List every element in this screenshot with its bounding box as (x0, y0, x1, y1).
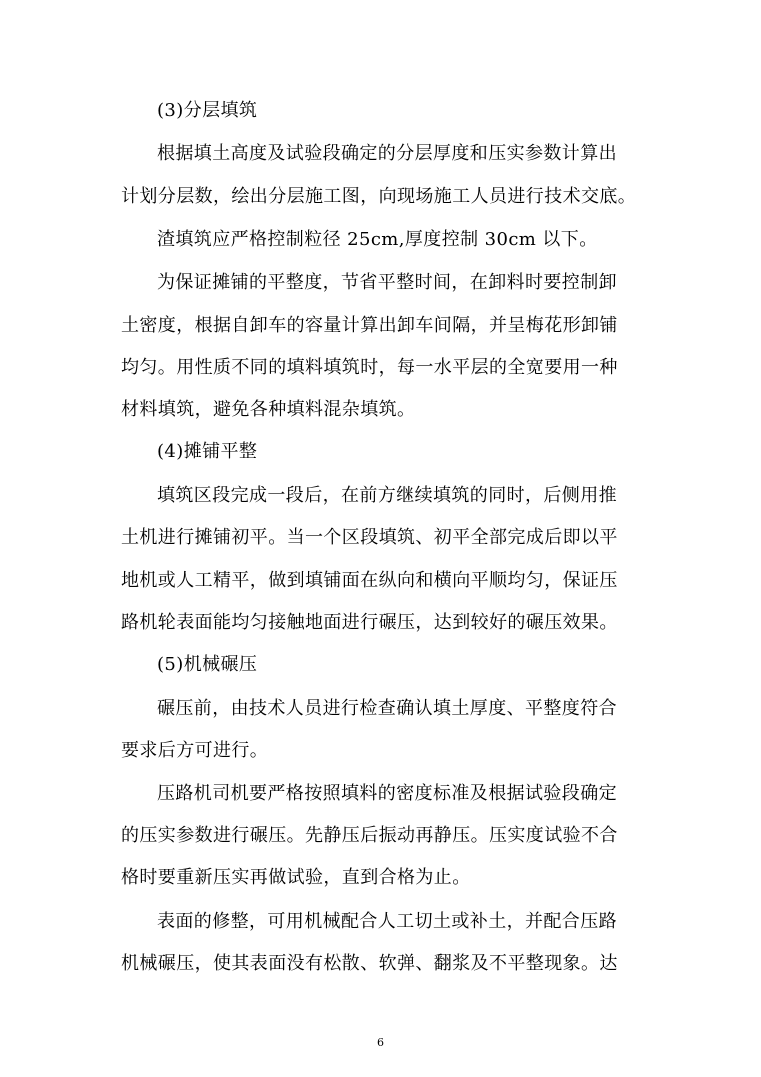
paragraph-line: 计划分层数，绘出分层施工图，向现场施工人员进行技术交底。 (121, 186, 637, 207)
paragraph-line: 的压实参数进行碾压。先静压后振动再静压。压实度试验不合 (121, 825, 618, 846)
paragraph-line: 根据填土高度及试验段确定的分层厚度和压实参数计算出 (157, 143, 617, 164)
paragraph-line: 均匀。用性质不同的填料填筑时，每一水平层的全宽要用一种 (121, 357, 618, 378)
heading-4-spreading-leveling: (4)摊铺平整 (157, 441, 258, 462)
paragraph-line: 机械碾压，使其表面没有松散、软弹、翻浆及不平整现象。达 (121, 953, 618, 974)
paragraph-line: 土密度，根据自卸车的容量计算出卸车间隔，并呈梅花形卸铺 (121, 315, 618, 336)
heading-5-mechanical-rolling: (5)机械碾压 (157, 654, 258, 675)
paragraph-line: 填筑区段完成一段后，在前方继续填筑的同时，后侧用推 (157, 485, 617, 506)
paragraph-line: 压路机司机要严格按照填料的密度标准及根据试验段确定 (157, 783, 617, 804)
heading-3-layered-filling: (3)分层填筑 (157, 100, 258, 121)
paragraph-line: 为保证摊铺的平整度，节省平整时间，在卸料时要控制卸 (157, 272, 617, 293)
paragraph-line: 碾压前，由技术人员进行检查确认填土厚度、平整度符合 (157, 698, 617, 719)
paragraph-line: 格时要重新压实再做试验，直到合格为止。 (121, 867, 471, 888)
page-number: 6 (377, 1036, 384, 1049)
paragraph-line: 要求后方可进行。 (121, 740, 269, 761)
paragraph-line: 表面的修整，可用机械配合人工切土或补土，并配合压路 (157, 911, 617, 932)
paragraph-line: 材料填筑，避免各种填料混杂填筑。 (121, 399, 416, 420)
paragraph-line: 地机或人工精平，做到填铺面在纵向和横向平顺均匀，保证压 (121, 570, 618, 591)
paragraph-line: 路机轮表面能均匀接触地面进行碾压，达到较好的碾压效果。 (121, 612, 618, 633)
paragraph-line: 土机进行摊铺初平。当一个区段填筑、初平全部完成后即以平 (121, 527, 618, 548)
paragraph-line: 渣填筑应严格控制粒径 25cm,厚度控制 30cm 以下。 (157, 229, 598, 250)
